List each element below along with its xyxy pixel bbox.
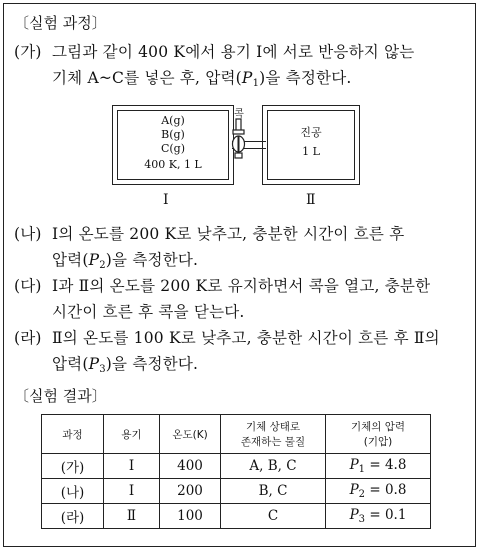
row-temp: 100: [160, 504, 221, 529]
table-row: [42, 454, 431, 479]
stopcock-icon[interactable]: [225, 115, 253, 163]
col-temp: 온도(K): [160, 415, 221, 454]
step-na-line2: 압력$(P_2)$을 측정한다.: [52, 251, 199, 271]
step-da-line2: 시간이 흐른 후 콕을 닫는다.: [52, 303, 245, 321]
row-step: (가): [42, 454, 104, 479]
col-substances: 기체 상태로 존재하는 물질: [221, 415, 326, 454]
step-na-label: (나): [14, 225, 42, 243]
col-vessel: 용기: [104, 415, 160, 454]
vessel-1-gas-b: B(g): [161, 128, 185, 141]
vessel-1-gas-a: A(g): [161, 114, 185, 127]
results-table: [41, 414, 431, 529]
table-header-row: [42, 415, 431, 454]
stopcock-label: 콕: [234, 109, 244, 120]
row-substances: A, B, C: [221, 454, 326, 479]
row-temp: 200: [160, 479, 221, 504]
step-ra-line1: Ⅱ의 온도를 100 K로 낮추고, 충분한 시간이 흐른 후 Ⅱ의: [52, 329, 440, 347]
vessel-2-volume: 1 L: [302, 145, 320, 158]
row-pressure: $P_3 = 0.1$: [326, 504, 431, 529]
vessel-2-label: Ⅱ: [306, 192, 316, 208]
step-ra-line2: 압력$(P_3)$을 측정한다.: [52, 355, 199, 375]
results-header: 〔실험 결과〕: [14, 387, 107, 405]
row-substances: C: [221, 504, 326, 529]
step-da-line1: Ⅰ과 Ⅱ의 온도를 200 K로 유지하면서 콕을 열고, 충분한: [52, 277, 431, 295]
table-row: [42, 504, 431, 529]
vessel-2-content: 진공: [300, 126, 322, 139]
row-vessel: Ⅱ: [104, 504, 160, 529]
row-temp: 400: [160, 454, 221, 479]
row-pressure: $P_1 = 4.8$: [326, 454, 431, 479]
table-row: [42, 479, 431, 504]
step-ra-label: (라): [14, 329, 42, 347]
vessel-1-gas-c: C(g): [160, 142, 186, 155]
step-da-label: (다): [14, 277, 42, 295]
step-ga-line2: 기체 A~C를 넣은 후, 압력$(P_1)$을 측정한다.: [52, 69, 352, 89]
vessel-1-label: Ⅰ: [163, 192, 169, 208]
col-pressure: 기체의 압력 (기압): [326, 415, 431, 454]
row-step: (라): [42, 504, 104, 529]
process-header: 〔실험 과정〕: [14, 14, 107, 32]
col-step: 과정: [42, 415, 104, 454]
step-ga-line1: 그림과 같이 400 K에서 용기 Ⅰ에 서로 반응하지 않는: [52, 43, 415, 61]
row-pressure: $P_2 = 0.8$: [326, 479, 431, 504]
row-substances: B, C: [221, 479, 326, 504]
step-na-line1: Ⅰ의 온도를 200 K로 낮추고, 충분한 시간이 흐른 후: [52, 225, 405, 243]
vessel-1-condition: 400 K, 1 L: [144, 158, 202, 171]
row-vessel: Ⅰ: [104, 479, 160, 504]
row-vessel: Ⅰ: [104, 454, 160, 479]
step-ga-label: (가): [14, 43, 42, 61]
row-step: (나): [42, 479, 104, 504]
